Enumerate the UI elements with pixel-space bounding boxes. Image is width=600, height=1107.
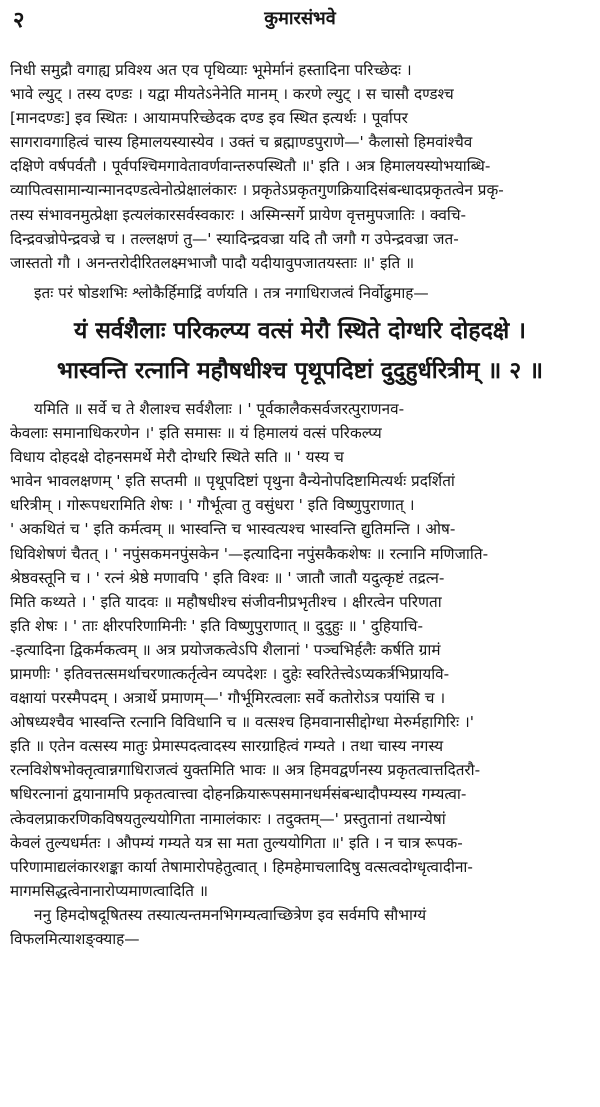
- running-title: कुमारसंभवे: [264, 8, 336, 29]
- text-line: ननु हिमदोषदूषितस्य तस्यात्यन्तमनभिगम्यत्वाच्छित्रेण इव सर्वमपि सौभाग्यं: [34, 905, 427, 924]
- text-line: धिविशेषणं चैतत् । ' नपुंसकमनपुंसकेन '—इत्यादिना नपुंसकैकशेषः ॥ रत्नानि मणिजाति-: [10, 544, 489, 563]
- text-line: केवलाः समानाधिकरणेन ।' इति समासः ॥ यं हिमालयं वत्सं परिकल्प्य: [10, 424, 382, 443]
- text-line: केवलं तुल्यधर्मतः । औपम्यं गम्यते यत्र सा मता तुल्ययोगिता ॥' इति । न चात्र रूपक-: [10, 833, 463, 852]
- text-line: इति ॥ एतेन वत्सस्य मातुः प्रेमास्पदत्वादस्य सारग्राहित्वं गम्यते । तथा चास्य नगस्य: [10, 737, 444, 756]
- text-line: निधी समुद्रौ वगाह्य प्रविश्य अत एव पृथिव्याः भूमेर्मानं हस्तादिना परिच्छेदः ।: [10, 61, 412, 79]
- text-line: ओषध्यश्चैव भास्वन्ति रत्नानि विविधानि च ॥ वत्सश्च हिमवानासीद्दोग्धा मेरुर्महागिरिः ।': [10, 713, 474, 732]
- text-line: रत्नविशेषभोक्तृत्वान्नगाधिराजत्वं युक्तमिति भावः ॥ अत्र हिमवद्वर्णनस्य प्रकृतत्वात्तदितरौ-: [10, 761, 481, 780]
- text-line: दिन्द्रवज्रोपेन्द्रवज्रे च । तल्लक्षणं तु—' स्यादिन्द्रवज्रा यदि तौ जगौ ग उपेन्द्रवज्रा जत-: [10, 229, 459, 248]
- verse-line: यं सर्वशैलाः परिकल्प्य वत्सं मेरौ स्थिते दोग्धरि दोहदक्षे ।: [73, 317, 527, 344]
- text-line: त्केवलप्राकरणिकविषयतुल्ययोगिता नामालंकारः । तदुक्तम्—' प्रस्तुतानां तथान्येषां: [10, 809, 446, 828]
- text-line: विधाय दोहदक्षे दोहनसमर्थे मेरौ दोग्धरि स्थिते सति ॥ ' यस्य च: [10, 448, 344, 467]
- text-line: -इत्यादिना द्विकर्मकत्वम् ॥ अत्र प्रयोजकत्वेऽपि शैलानां ' पञ्चभिर्हलैः कर्षति ग्रामं: [10, 640, 441, 659]
- intro-line: इतः परं षोडशभिः श्लोकैर्हिमाद्रिं वर्णयति । तत्र नगाधिराजत्वं निर्वोढुमाह—: [34, 283, 429, 302]
- text-line: षधिरत्नानां द्वयानामपि प्रकृतत्वात्त्वा दोहनक्रियारूपसमानधर्मसंबन्धादौपम्यस्य गम्यत्वा-: [10, 785, 467, 804]
- text-line: श्रेष्ठवस्तूनि च । ' रत्नं श्रेष्ठे मणावपि ' इति विश्वः ॥ ' जातौ जातौ यदुत्कृष्टं तद्रत्न-: [10, 568, 445, 587]
- body-text: [10, 58, 590, 951]
- text-line: ' अकथितं च ' इति कर्मत्वम् ॥ भास्वन्ति च भास्वत्यश्च भास्वन्ति द्युतिमन्ति । ओष-: [10, 520, 456, 539]
- text-line: व्यापित्वसामान्यान्मानदण्डत्वेनोत्प्रेक्षालंकारः । प्रकृतेऽप्रकृतगुणक्रियादिसंबन्धादप्रकृतत्वेन प्रकृ-: [10, 181, 504, 200]
- text-line: परिणामाद्यलंकारशङ्का कार्या तेषामारोपहेतुत्वात् । हिमहेमाचलादिषु वत्सत्वदोग्धृत्वादीना-: [10, 857, 473, 876]
- text-line: मागमसिद्धत्वेनानारोप्यमाणत्वादिति ॥: [10, 881, 209, 900]
- text-line: भावे ल्युट् । तस्य दण्डः । यद्वा मीयतेऽनेनेति मानम् । करणे ल्युट् । स चासौ दण्डश्च: [10, 85, 454, 104]
- text-line: विफलमित्याशङ्क्याह—: [10, 930, 140, 948]
- commentary-before: [10, 58, 590, 275]
- text-line: इति शेषः । ' ताः क्षीरपरिणामिनीः ' इति विष्णुपुराणात् ॥ दुदुहुः ॥ ' दुहियाचि-: [10, 616, 423, 635]
- verse: [10, 311, 590, 391]
- verse-line: भास्वन्ति रत्नानि महौषधीश्च पृथूपदिष्टां दुदुहुर्धरित्रीम् ॥ २ ॥: [56, 357, 544, 384]
- text-line: धरित्रीम् । गोरूपधरामिति शेषः । ' गौर्भूत्वा तु वसुंधरा ' इति विष्णुपुराणात् ।: [10, 496, 415, 515]
- commentary-after: [10, 397, 590, 903]
- text-line: दक्षिणे वर्षपर्वतौ । पूर्वपश्चिमगावेतावर्णवान्तरुपस्थितौ ॥' इति । अत्र हिमालयस्योभयाब्धि-: [10, 157, 491, 176]
- text-line: [मानदण्डः] इव स्थितः । आयामपरिच्छेदक दण्ड इव स्थित इत्यर्थः । पूर्वापर: [10, 109, 408, 128]
- text-line: जास्ततो गौ । अनन्तरोदीरितलक्ष्मभाजौ पादौ यदीयावुपजातयस्ताः ॥' इति ॥: [10, 253, 415, 272]
- page-header: [0, 0, 600, 40]
- text-line: वक्षायां परस्मैपदम् । अत्रार्थे प्रमाणम्—' गौर्भूमिरत्वलाः सर्वे कतोरोऽत्र पयांसि च ।: [10, 689, 446, 708]
- text-line: मिति कथ्यते । ' इति यादवः ॥ महौषधीश्च संजीवनीप्रभृतीश्च । क्षीरत्वेन परिणता: [10, 592, 442, 611]
- page-number: २: [13, 8, 25, 33]
- text-line: यमिति ॥ सर्वे च ते शैलाश्च सर्वशैलाः । ' पूर्वकालैकसर्वजरत्पुराणनव-: [34, 399, 405, 418]
- closing: [10, 903, 590, 951]
- text-line: सागरावगाहित्वं चास्य हिमालयस्यास्येव । उक्तं च ब्रह्माण्डपुराणे—' कैलासो हिमवांश्चैव: [10, 133, 473, 152]
- text-line: प्रामणीः ' इतिवत्तत्समर्थाचरणात्कर्तृत्वेन व्यपदेशः । दुहेः स्वरितेत्त्वेऽप्यकर्त्रभिप्रायवि-: [10, 664, 450, 683]
- text-line: तस्य संभावनमुत्प्रेक्षा इत्यलंकारसर्वस्वकारः । अस्मिन्सर्गे प्रायेण वृत्तमुपजातिः । क्वचि-: [10, 205, 467, 224]
- text-line: भावेन भावलक्षणम् ' इति सप्तमी ॥ पृथूपदिष्टां पृथुना वैन्येनोपदिष्टामित्यर्थः प्रदर्शितां: [10, 472, 455, 491]
